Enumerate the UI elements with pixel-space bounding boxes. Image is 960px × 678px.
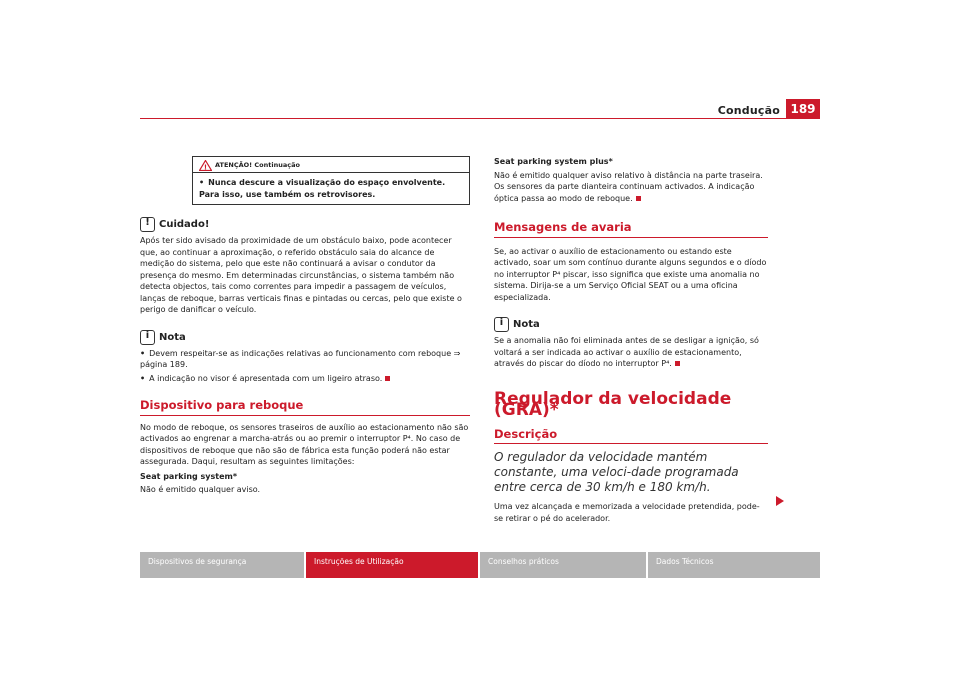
- warning-box: [192, 156, 470, 205]
- caution-text: Após ter sido avisado da proximidade de um obstáculo baixo, pode acontecer que, ao continuar a aproximação, o referido obstáculo saia do alcance de medição do sistema, pelo que este não continuará a avisar o condutor da presença do mesmo. Em determinadas circunstâncias, o sistema também não detecta objectos, tais como correntes para impedir a passagem de veículos, lanças de reboque, barras verticais finas e pintadas ou cercas, pelo que existe o perigo de danificar o veículo.: [140, 236, 462, 314]
- towing-sub1-text: Não é emitido qualquer aviso.: [140, 485, 261, 494]
- note2-block: [494, 317, 768, 370]
- svg-text:!: !: [203, 163, 208, 171]
- faults-heading: Mensagens de avaria: [494, 220, 632, 234]
- gra-section: [494, 388, 768, 525]
- footer-tab-tips[interactable]: Conselhos práticos: [480, 552, 646, 578]
- towing-text: No modo de reboque, os sensores traseiros de auxílio ao estacionamento não são activados ao engrenar a marcha-atrás ou ao premir o interruptor P⁴. No caso de dispositivos de reboque que não são de fábrica esta função poderá não estar assegurada. Daqui, resultam as seguintes limitações:: [140, 422, 469, 466]
- note2-text: Se a anomalia não foi eliminada antes de se desligar a ignição, só voltará a ser indicada ao activar o auxílio de estacionamento, através do piscar do díodo no interruptor P⁴.: [494, 336, 759, 368]
- plus-text: Não é emitido qualquer aviso relativo à distância na parte traseira. Os sensores da parte dianteira continuam activados. A indicação óptica passa ao modo de reboque.: [494, 170, 763, 203]
- towing-section: [140, 400, 470, 496]
- right-column: [494, 156, 768, 524]
- page-number: 189: [786, 99, 820, 119]
- faults-text: Se, ao activar o auxílio de estacionamento ou estando este activado, soar um som contínuo durante alguns segundos e o díodo no interruptor P⁴ piscar, isso significa que existe uma anomalia no sistema. Dirija-se a um Serviço Oficial SEAT ou a uma oficina especializada.: [494, 246, 767, 302]
- info-icon: i: [140, 330, 155, 345]
- note-block: [140, 330, 470, 385]
- end-marker: [385, 376, 390, 381]
- faults-section: [494, 222, 768, 303]
- gra-divider: [494, 443, 768, 444]
- caution-icon: !: [140, 217, 155, 232]
- note-item-1: • Devem respeitar-se as indicações relativas ao funcionamento com reboque ⇒ página 189.: [140, 348, 470, 371]
- warning-title: ATENÇÃO! Continuação: [215, 161, 300, 169]
- gra-heading: Regulador da velocidade (GRA)*: [494, 388, 732, 420]
- footer-tab-safety[interactable]: Dispositivos de segurança: [140, 552, 304, 578]
- warning-triangle-icon: [199, 160, 212, 171]
- towing-sub1: Seat parking system*: [140, 471, 238, 481]
- warning-header: [193, 159, 469, 173]
- caution-title: Cuidado!: [159, 219, 210, 230]
- faults-divider: [494, 237, 768, 238]
- caution-block: [140, 217, 470, 316]
- note-item-2: • A indicação no visor é apresentada com um ligeiro atraso.: [140, 374, 382, 383]
- page-title: Condução: [717, 104, 780, 117]
- gra-subheading: Descrição: [494, 426, 558, 441]
- left-column: [140, 156, 470, 496]
- end-marker: [675, 361, 680, 366]
- plus-subheading: Seat parking system plus*: [494, 157, 613, 166]
- header-divider: [140, 118, 820, 119]
- note-title: Nota: [159, 331, 186, 343]
- towing-divider: [140, 415, 470, 416]
- footer-tab-instructions[interactable]: Instruções de Utilização: [306, 552, 478, 578]
- next-page-arrow-icon: [776, 496, 784, 506]
- note2-title: Nota: [513, 319, 540, 330]
- towing-heading: Dispositivo para reboque: [140, 398, 304, 412]
- gra-text: Uma vez alcançada e memorizada a velocidade pretendida, pode-se retirar o pé do acelerador.: [494, 502, 760, 523]
- warning-text: • Nunca descure a visualização do espaço envolvente. Para isso, use também os retrovisores.: [199, 177, 463, 200]
- info-icon: i: [494, 317, 509, 332]
- end-marker: [636, 196, 641, 201]
- gra-lead: O regulador da velocidade mantém constante, uma veloci-dade programada entre cerca de 30 km/h e 180 km/h.: [494, 450, 739, 494]
- footer-tab-technical[interactable]: Dados Técnicos: [648, 552, 820, 578]
